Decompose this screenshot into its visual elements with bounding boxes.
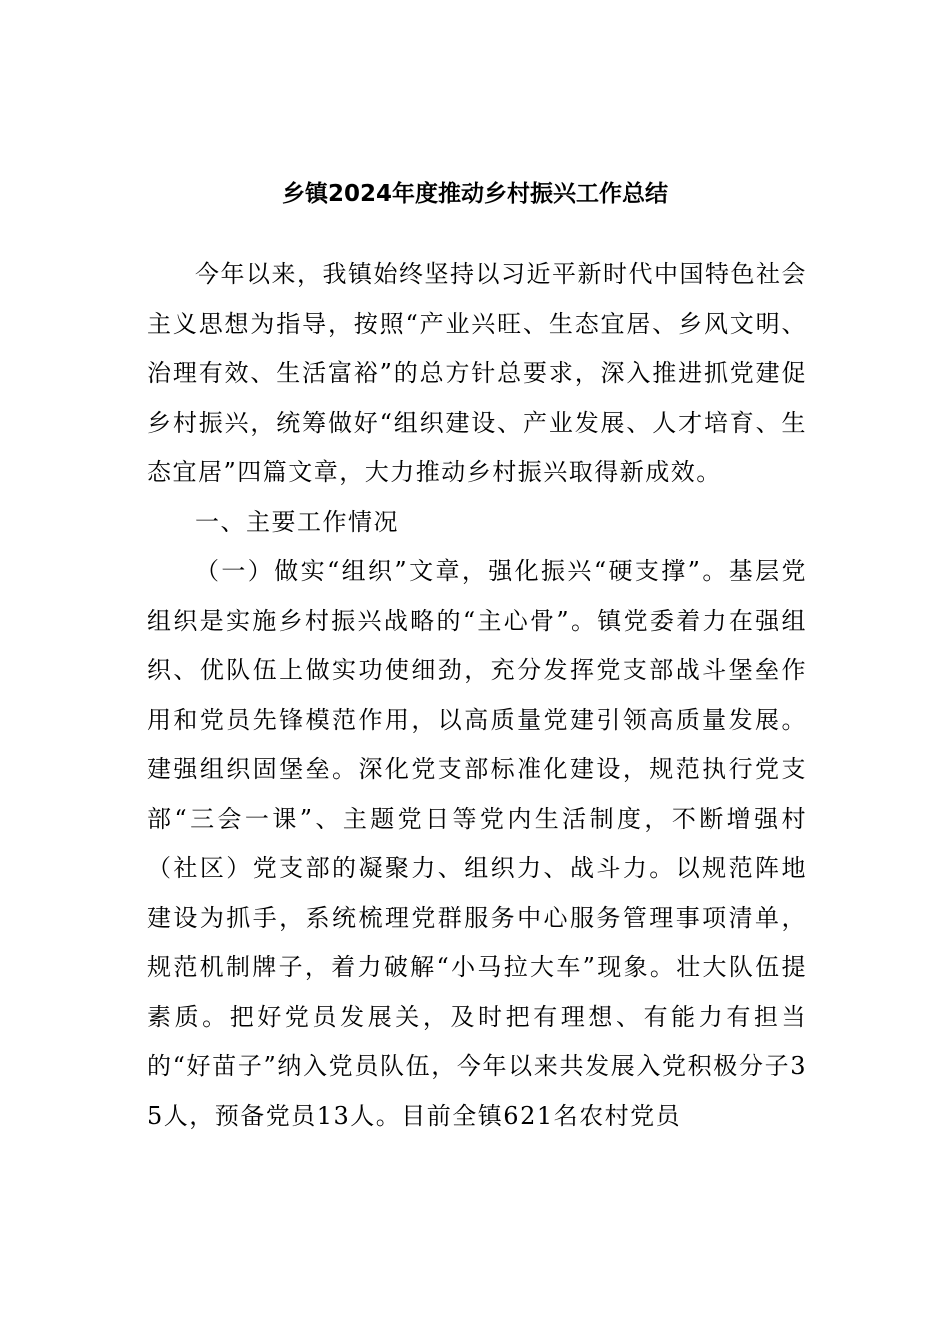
intro-paragraph: 今年以来，我镇始终坚持以习近平新时代中国特色社会主义思想为指导，按照“产业兴旺、生态宜居、乡风文明、治理有效、生活富裕”的总方针总要求，深入推进抓党建促乡村振兴，统筹做好“组织建设、产业发展、人才培育、生态宜居”四篇文章，大力推动乡村振兴取得新成效。 [147, 260, 807, 486]
document-body [147, 250, 807, 1141]
document-title: 乡镇2024年度推动乡村振兴工作总结 [281, 181, 668, 208]
section-heading: 一、主要工作情况 [195, 507, 399, 536]
subsection-paragraph: （一）做实“组织”文章，强化振兴“硬支撑”。基层党组织是实施乡村振兴战略的“主心骨”。镇党委着力在强组织、优队伍上做实功使细劲，充分发挥党支部战斗堡垒作用和党员先锋模范作用，以高质量党建引领高质量发展。建强组织固堡垒。深化党支部标准化建设，规范执行党支部“三会一课”、主题党日等党内生活制度，不断增强村（社区）党支部的凝聚力、组织力、战斗力。以规范阵地建设为抓手，系统梳理党群服务中心服务管理事项清单，规范机制牌子，着力破解“小马拉大车”现象。壮大队伍提素质。把好党员发展关，及时把有理想、有能力有担当的“好苗子”纳入党员队伍，今年以来共发展入党积极分子35人，预备党员13人。目前全镇621名农村党员 [147, 557, 807, 1130]
